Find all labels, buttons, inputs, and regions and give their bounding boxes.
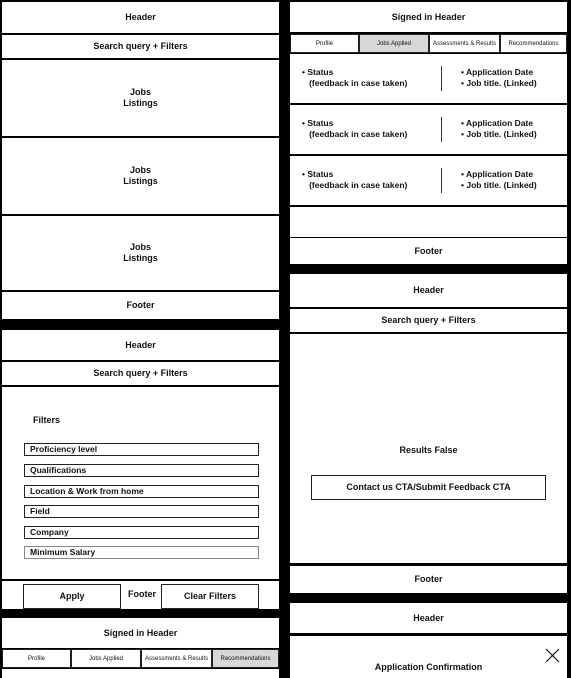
header: Header [290,274,567,307]
close-icon[interactable] [545,648,560,663]
status-text: • Status (feedback in case taken) [302,67,408,88]
tab-jobs-applied[interactable]: Jobs Applied [359,34,429,53]
screen-recommendations [0,616,282,678]
search-bar[interactable]: Search query + Filters [2,362,279,385]
application-details: • Application Date • Job title. (Linked) [461,169,537,190]
close-icon-svg [545,648,560,663]
results-false-text: Results False [399,445,458,455]
application-row[interactable] [290,156,567,205]
signed-in-header: Signed in Header [290,2,567,32]
tab-profile[interactable]: Profile [2,649,71,668]
divider [441,117,442,142]
contact-feedback-button[interactable]: Contact us CTA/Submit Feedback CTA [311,475,546,500]
filter-field[interactable]: Field [24,505,259,518]
empty-area [290,207,567,237]
application-details: • Application Date • Job title. (Linked) [461,67,537,88]
footer: Footer [2,292,279,319]
footer: Footer [290,566,567,593]
job-listing[interactable]: Jobs Listings [2,138,279,214]
footer-label: Footer [128,589,156,599]
header: Header [290,603,567,633]
tab-assessments-results[interactable]: Assessments & Results [429,34,500,53]
screen-jobs-applied [288,0,571,267]
filter-minimum-salary[interactable]: Minimum Salary [24,546,259,559]
application-row[interactable] [290,105,567,154]
search-bar[interactable]: Search query + Filters [2,35,279,58]
filter-qualifications[interactable]: Qualifications [24,464,259,477]
screen-job-listings [0,0,282,322]
tab-bar [290,34,567,53]
tab-assessments-results[interactable]: Assessments & Results [141,649,212,668]
tab-profile[interactable]: Profile [290,34,359,53]
tab-recommendations[interactable]: Recommendations [500,34,567,53]
screen-application-confirmation [288,601,571,678]
tab-jobs-applied[interactable]: Jobs Applied [71,649,141,668]
screen-filters [0,328,282,612]
divider [441,66,442,91]
filter-company[interactable]: Company [24,526,259,539]
job-listing[interactable]: Jobs Listings [2,216,279,290]
results-area [290,334,567,563]
header: Header [2,330,279,360]
screen-no-results [288,272,571,596]
apply-button[interactable]: Apply [23,584,121,609]
search-bar[interactable]: Search query + Filters [290,309,567,332]
divider [441,168,442,193]
status-text: • Status (feedback in case taken) [302,169,408,190]
application-row[interactable] [290,54,567,103]
confirmation-panel [290,636,567,678]
filter-proficiency-level[interactable]: Proficiency level [24,443,259,456]
clear-filters-button[interactable]: Clear Filters [161,584,259,609]
filters-footer [2,581,279,609]
content-area [2,669,279,678]
confirmation-title: Application Confirmation [374,662,483,672]
header: Header [2,2,279,33]
job-listing[interactable]: Jobs Listings [2,60,279,136]
filters-title: Filters [33,415,61,425]
status-text: • Status (feedback in case taken) [302,118,408,139]
signed-in-header: Signed in Header [2,618,279,648]
filters-panel [2,387,279,579]
filter-location[interactable]: Location & Work from home [24,485,259,498]
footer: Footer [290,238,567,264]
application-details: • Application Date • Job title. (Linked) [461,118,537,139]
tab-recommendations[interactable]: Recommendations [212,649,279,668]
tab-bar [2,649,279,668]
